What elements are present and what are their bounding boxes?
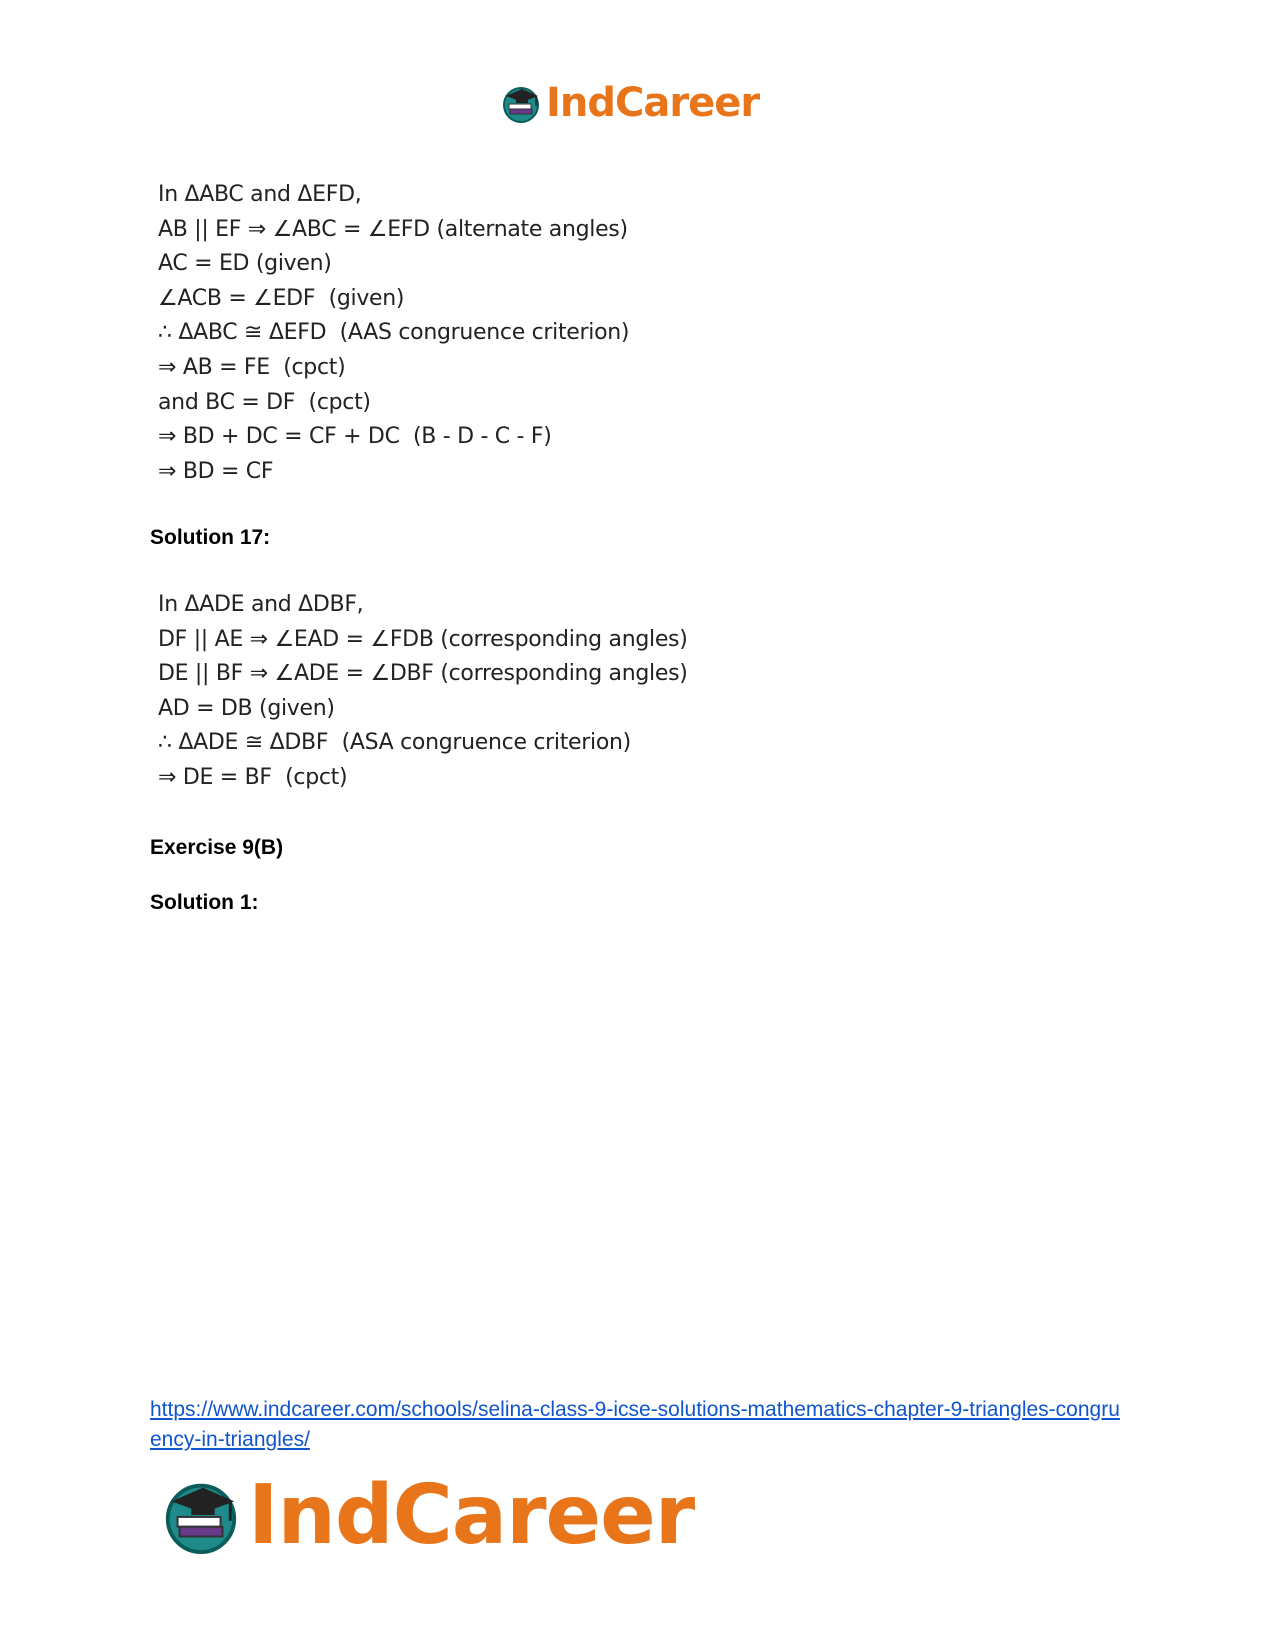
graduation-cap-icon [160,1474,242,1556]
math-line: In ΔABC and ΔEFD, [158,182,362,207]
math-line: ⇒ BD = CF [158,458,274,484]
solution-1-heading: Solution 1: [150,891,259,914]
header-logo-text: IndCareer [546,80,760,126]
math-line: DF || AE ⇒ ∠EAD = ∠FDB (corresponding angles) [158,626,688,652]
exercise-heading: Exercise 9(B) [150,836,284,859]
solution-17-heading: Solution 17: [150,526,271,549]
math-line: DE || BF ⇒ ∠ADE = ∠DBF (corresponding angles) [158,661,688,687]
math-line: AD = DB (given) [158,695,335,721]
math-line: ⇒ DE = BF (cpct) [158,764,348,790]
graduation-cap-icon [500,82,542,124]
proof-block-1 [158,178,629,489]
math-line: and BC = DF (cpct) [158,389,371,415]
math-line: ∴ ΔADE ≅ ΔDBF (ASA congruence criterion) [158,730,631,756]
math-line: ∠ACB = ∠EDF (given) [158,285,405,311]
math-line: AB || EF ⇒ ∠ABC = ∠EFD (alternate angles) [158,216,628,242]
math-line: In ΔADE and ΔDBF, [158,592,364,617]
math-line: ⇒ AB = FE (cpct) [158,354,346,380]
source-url-link[interactable]: https://www.indcareer.com/schools/selina-class-9-icse-solutions-mathematics-chapter-9-triangles-congruency-in-triangles/ [150,1398,1120,1451]
math-line: AC = ED (given) [158,251,332,277]
proof-block-2 [158,588,688,796]
footer-logo-text: IndCareer [248,1467,695,1563]
math-line: ⇒ BD + DC = CF + DC (B - D - C - F) [158,424,552,450]
header-logo [500,78,759,128]
math-line: ∴ ΔABC ≅ ΔEFD (AAS congruence criterion) [158,320,630,346]
footer-logo [160,1467,695,1563]
